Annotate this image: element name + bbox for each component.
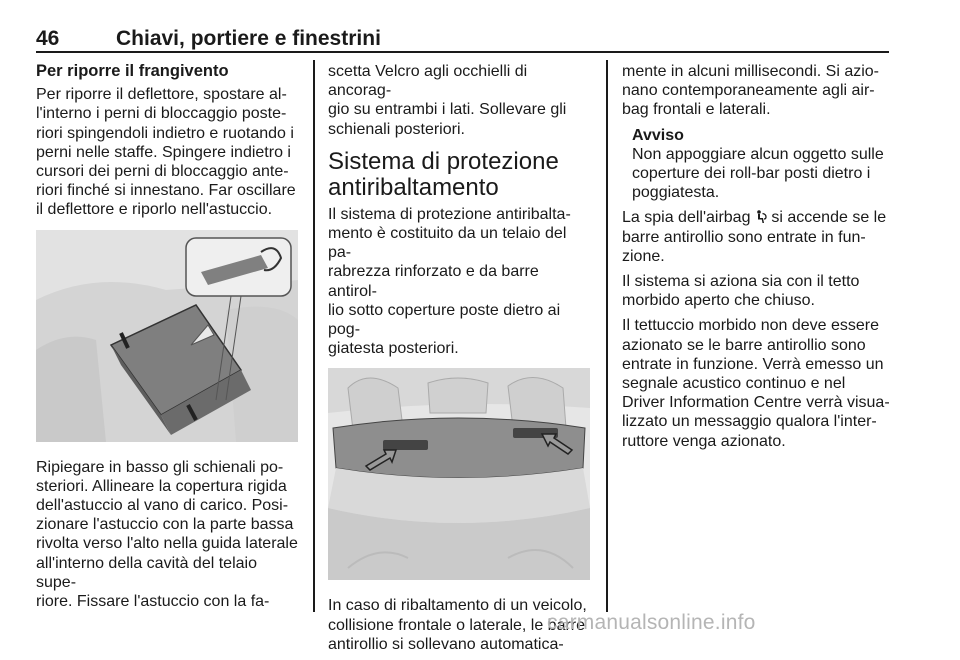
text-fragment: si accende se le — [766, 209, 887, 227]
text-fragment: La spia dell'airbag — [622, 209, 751, 227]
text-line: gio su entrambi i lati. Sollevare gli — [328, 101, 567, 119]
column-divider — [606, 60, 608, 612]
text-line: entrate in funzione. Verrà emesso un — [622, 355, 884, 373]
text-line: Il tettuccio morbido non deve essere — [622, 317, 880, 335]
text-line: antirollio si sollevano automatica- — [328, 635, 564, 653]
rollover-protection-illustration — [328, 368, 590, 580]
text-line: bag frontali e laterali. — [622, 101, 771, 119]
text-line: Il sistema di protezione antiribalta- — [328, 205, 571, 223]
text-line: nano contemporaneamente agli air- — [622, 82, 875, 100]
text-line: riori finché si innestano. Far oscillare — [36, 182, 296, 200]
text-line: cursori dei perni di bloccaggio ante- — [36, 163, 289, 181]
text-line: Per riporre il deflettore, spostare al- — [36, 86, 287, 104]
page-title: Chiavi, portiere e finestrini — [116, 27, 381, 50]
text-line: riore. Fissare l'astuccio con la fa- — [36, 593, 270, 611]
paragraph — [328, 62, 592, 139]
page-header — [0, 0, 960, 56]
text-line: perni nelle staffe. Spingere indietro i — [36, 143, 291, 161]
column-3 — [622, 62, 890, 457]
text-line: zionare l'astuccio con la parte bassa — [36, 516, 294, 534]
paragraph — [36, 458, 298, 612]
heading-line: Sistema di protezione — [328, 147, 559, 175]
text-line: Ripiegare in basso gli schienali po- — [36, 458, 284, 476]
airbag-warning-icon — [755, 210, 767, 224]
heading-line: antiribaltamento — [328, 173, 499, 201]
paragraph — [622, 272, 890, 310]
text-line: dell'astuccio al vano di carico. Posi- — [36, 497, 289, 515]
text-line: segnale acustico continuo e nel — [622, 375, 846, 393]
text-line: schienali posteriori. — [328, 120, 465, 138]
text-line: all'interno della cavità del telaio supe- — [36, 554, 257, 591]
paragraph — [622, 208, 890, 266]
text-line: giatesta posteriori. — [328, 340, 459, 358]
text-line: l'interno i perni di bloccaggio poste- — [36, 105, 287, 123]
text-line: scetta Velcro agli occhielli di ancorag- — [328, 63, 528, 100]
text-line: Driver Information Centre verrà visua- — [622, 394, 890, 412]
text-line: barre antirollio sono entrate in fun- — [622, 228, 866, 246]
text-line: Non appoggiare alcun oggetto sulle — [632, 145, 884, 163]
text-line: coperture dei roll-bar posti dietro i — [632, 165, 871, 183]
column-2 — [328, 62, 592, 660]
header-rule — [36, 51, 889, 53]
text-line: In caso di ribaltamento di un veicolo, — [328, 597, 587, 615]
text-line: lio sotto coperture poste dietro ai pog- — [328, 301, 561, 339]
paragraph — [622, 62, 890, 120]
paragraph — [36, 85, 298, 219]
warning-note — [632, 126, 890, 203]
text-line: riori spingendoli indietro e ruotando i — [36, 124, 294, 142]
text-line: mente in alcuni millisecondi. Si azio- — [622, 63, 879, 80]
paragraph — [622, 316, 890, 450]
section-heading — [328, 149, 592, 201]
text-line: mento è costituito da un telaio del pa- — [328, 225, 567, 262]
text-line: zione. — [622, 247, 665, 265]
text-line: ruttore venga azionato. — [622, 432, 786, 450]
text-line: rabrezza rinforzato e da barre antirol- — [328, 263, 539, 300]
text-line: azionato se le barre antirollio sono — [622, 336, 866, 354]
column-1 — [36, 62, 298, 617]
text-line: il deflettore e riporlo nell'astuccio. — [36, 201, 273, 219]
page-number: 46 — [36, 27, 60, 50]
watermark: carmanualsonline.info — [547, 611, 756, 634]
paragraph — [328, 205, 592, 359]
text-line: Il sistema si aziona sia con il tetto — [622, 273, 860, 291]
column-divider — [313, 60, 315, 612]
note-title: Avviso — [632, 126, 684, 144]
text-line: lizzato un messaggio qualora l'inter- — [622, 413, 877, 431]
text-line: rivolta verso l'alto nella guida laterale — [36, 535, 298, 553]
section-heading: Per riporre il frangivento — [36, 62, 229, 80]
text-line: collisione frontale o laterale, le barre — [328, 616, 586, 634]
wind-deflector-storage-illustration — [36, 230, 298, 442]
text-line: morbido aperto che chiuso. — [622, 292, 815, 310]
text-line: steriori. Allineare la copertura rigida — [36, 477, 287, 495]
text-line: poggiatesta. — [632, 184, 720, 202]
